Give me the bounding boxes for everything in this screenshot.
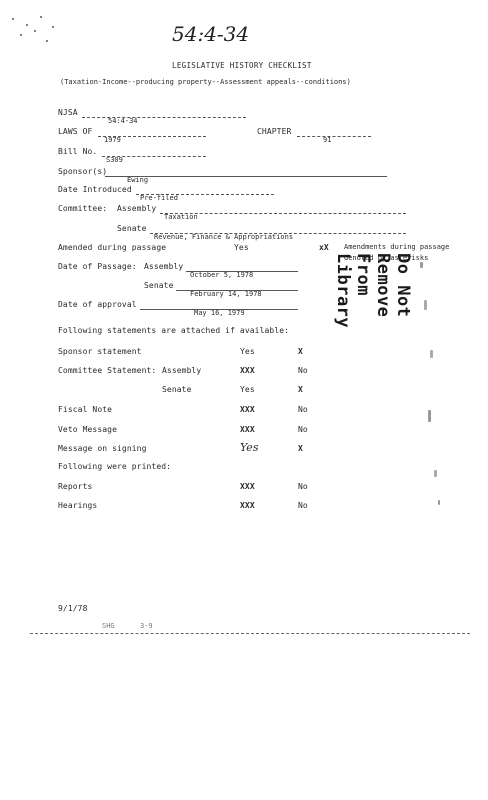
committee-assembly-value: Taxation — [164, 213, 198, 221]
amended-note-line1: Amendments during passage — [344, 243, 450, 251]
statement-sub: Senate — [162, 385, 192, 394]
date-introduced-line — [136, 185, 274, 202]
committee-label: Committee: — [58, 204, 108, 213]
chapter-line — [297, 127, 371, 144]
chapter-label: CHAPTER — [257, 127, 292, 136]
printed-no: No — [298, 501, 308, 510]
scan-speck — [34, 30, 36, 32]
sponsor-label: Sponsor(s) — [58, 167, 108, 176]
scan-speck — [12, 18, 14, 20]
committee-senate-label: Senate — [117, 224, 147, 233]
passage-label: Date of Passage: — [58, 262, 137, 271]
sponsor-value: Ewing — [127, 176, 149, 184]
printed-label: Hearings — [58, 501, 98, 510]
scan-speck — [26, 24, 28, 26]
scan-speck — [46, 40, 48, 42]
printed-yes: XXX — [240, 501, 255, 510]
doc-number: 54:4-34 — [172, 22, 250, 46]
passage-assembly-label: Assembly — [144, 262, 184, 271]
scan-speck — [52, 26, 54, 28]
committee-senate-value: Revenue, Finance & Appropriations — [154, 233, 294, 241]
passage-assembly-value: October 5, 1978 — [190, 271, 254, 279]
laws-of-value: 1979 — [104, 136, 121, 144]
footer-page: 3-9 — [140, 622, 153, 630]
footer-rule — [30, 632, 470, 634]
njsa-label: NJSA — [58, 108, 78, 117]
date-introduced-label: Date Introduced — [58, 185, 132, 194]
page-title: LEGISLATIVE HISTORY CHECKLIST — [172, 61, 312, 70]
passage-senate-value: February 14, 1978 — [190, 290, 262, 298]
amended-label: Amended during passage — [58, 243, 167, 252]
sponsor-line — [105, 167, 387, 184]
printed-heading: Following were printed: — [58, 462, 172, 471]
statement-sub: Assembly — [162, 366, 202, 375]
chapter-value: 91 — [323, 136, 332, 144]
statement-label: Sponsor statement — [58, 347, 142, 356]
committee-assembly-line — [160, 204, 406, 221]
bill-no-label: Bill No. — [58, 147, 98, 156]
statement-no: No — [298, 405, 308, 414]
statement-yes: Yes — [240, 441, 259, 454]
bleed-mark — [424, 300, 427, 310]
statement-no: X — [298, 347, 303, 356]
statement-yes: XXX — [240, 366, 255, 375]
bill-no-value: S309 — [106, 156, 123, 164]
statement-label: Veto Message — [58, 425, 117, 434]
committee-assembly-label: Assembly — [117, 204, 157, 213]
amended-no: xX — [319, 243, 329, 252]
statement-label: Fiscal Note — [58, 405, 113, 414]
amended-note-line2: denoted by asterisks — [344, 254, 429, 262]
passage-senate-line — [176, 281, 298, 298]
approval-value: May 16, 1979 — [194, 309, 245, 317]
statement-yes: XXX — [240, 425, 255, 434]
statement-label: Committee Statement: — [58, 366, 157, 375]
bleed-mark — [430, 350, 433, 358]
statement-no: X — [298, 385, 303, 394]
date-introduced-value: Pre-filed — [140, 194, 178, 202]
statement-no: No — [298, 366, 308, 375]
footer-date: 9/1/78 — [58, 604, 88, 613]
statement-yes: XXX — [240, 405, 255, 414]
bleed-mark — [438, 500, 440, 505]
passage-assembly-line — [186, 262, 298, 279]
bleed-mark — [434, 470, 437, 477]
approval-line — [140, 300, 298, 317]
statement-yes: Yes — [240, 385, 255, 394]
bleed-mark — [420, 262, 423, 268]
approval-label: Date of approval — [58, 300, 137, 309]
attached-heading: Following statements are attached if available: — [58, 326, 290, 335]
laws-of-label: LAWS OF — [58, 127, 93, 136]
amended-yes: Yes — [234, 243, 249, 252]
njsa-value: 54:4-34 — [108, 117, 138, 125]
statement-yes: Yes — [240, 347, 255, 356]
laws-of-line — [98, 127, 206, 144]
footer-initials: SHG — [102, 622, 115, 630]
statement-no: X — [298, 444, 303, 453]
printed-yes: XXX — [240, 482, 255, 491]
njsa-line — [82, 108, 246, 125]
printed-no: No — [298, 482, 308, 491]
page-subtitle: (Taxation-Income--producing property--Assessment appeals--conditions) — [60, 78, 351, 86]
bleed-mark — [428, 410, 431, 422]
statement-label: Message on signing — [58, 444, 147, 453]
scan-speck — [40, 16, 42, 18]
printed-label: Reports — [58, 482, 93, 491]
bill-no-line — [102, 147, 206, 164]
committee-senate-line — [150, 224, 406, 241]
passage-senate-label: Senate — [144, 281, 174, 290]
statement-no: No — [298, 425, 308, 434]
library-stamp-text: Do Not Remove From Library — [333, 253, 413, 329]
scan-speck — [20, 34, 22, 36]
